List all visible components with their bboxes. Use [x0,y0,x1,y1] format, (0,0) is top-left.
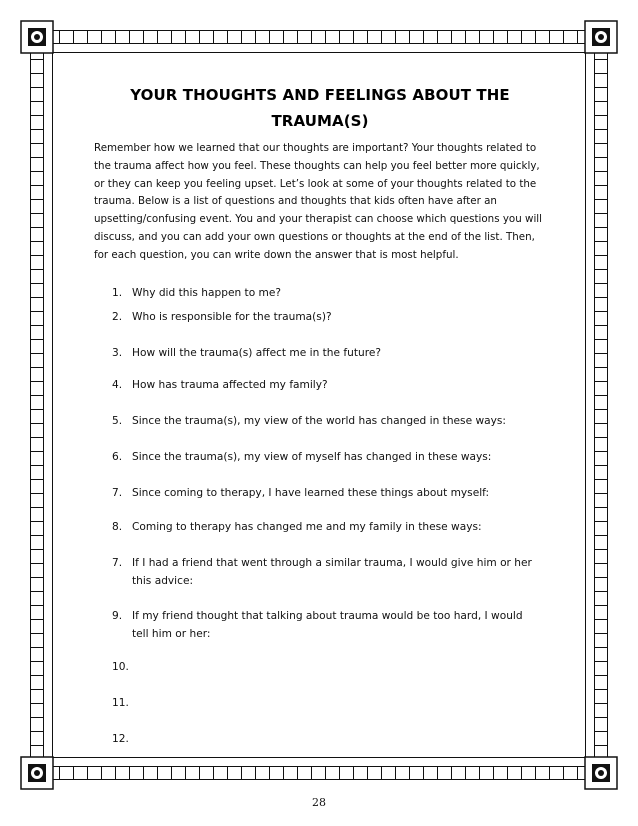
item-text: Since the trauma(s), my view of the world has changed in these ways: [132,415,506,427]
item-number: 11. [112,697,129,709]
list-item [112,309,542,327]
corner-ornament-icon [584,20,618,54]
item-text: If I had a friend that went through a similar trauma, I would give him or her this advice: [132,557,532,587]
list-item [112,413,542,431]
item-number: 2. [112,311,123,323]
item-text: Who is responsible for the trauma(s)? [132,311,332,323]
item-number: 8. [112,521,123,533]
item-number: 10. [112,661,129,673]
item-text: How will the trauma(s) affect me in the future? [132,347,381,359]
item-text: Coming to therapy has changed me and my family in these ways: [132,521,482,533]
list-item [112,449,542,467]
border-bottom [30,766,608,780]
item-number: 1. [112,287,123,299]
item-number: 5. [112,415,123,427]
corner-ornament-icon [584,756,618,790]
item-number: 6. [112,451,123,463]
item-text: How has trauma affected my family? [132,379,328,391]
title-line-2: TRAUMA(S) [271,112,369,130]
item-text: Why did this happen to me? [132,287,282,299]
item-number: 7. [112,557,123,569]
border-top [30,30,608,44]
border-right [594,30,608,780]
list-item [112,285,542,303]
page-number: 28 [312,796,326,809]
corner-ornament-icon [20,20,54,54]
list-item [112,345,542,363]
list-item [112,485,542,503]
list-item [112,608,542,643]
item-number: 9. [112,610,123,622]
item-number: 12. [112,733,129,745]
item-text: Since the trauma(s), my view of myself has changed in these ways: [132,451,492,463]
title-line-1: YOUR THOUGHTS AND FEELINGS ABOUT THE [130,86,510,104]
item-number: 3. [112,347,123,359]
item-number: 7. [112,487,123,499]
list-item [112,519,542,537]
list-item [112,555,542,590]
page-title [90,82,550,134]
list-item [112,377,542,395]
item-number: 4. [112,379,123,391]
item-text: If my friend thought that talking about trauma would be too hard, I would tell him or her: [132,610,523,640]
intro-paragraph: Remember how we learned that our thoughts are important? Your thoughts related to the trauma affect how you feel. These thoughts can help you feel better more quickly, or they can keep you feeling upset. Let’s look at some of your thoughts related to the trauma. Below is a list of questions and thoughts that kids often have after an upsetting/confusing event. You and your therapist can choose which questions you will discuss, and you can add your own questions or thoughts at the end of the list. Then, for each question, you can write down the answer that is most helpful. [94,142,543,261]
border-left [30,30,44,780]
item-text: Since coming to therapy, I have learned these things about myself: [132,487,490,499]
corner-ornament-icon [20,756,54,790]
